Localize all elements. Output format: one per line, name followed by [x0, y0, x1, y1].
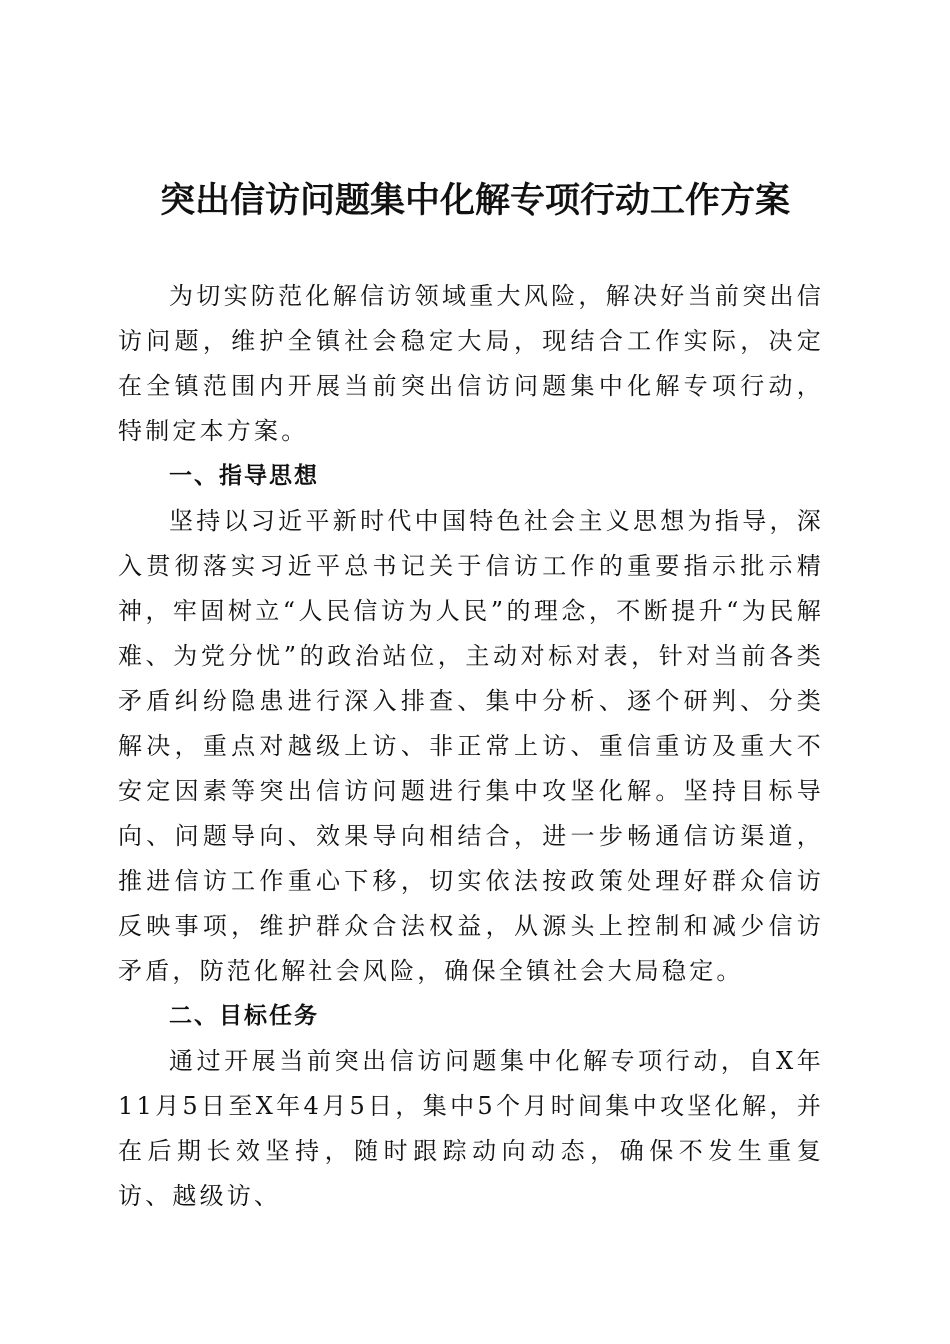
section-paragraph-objectives: 通过开展当前突出信访问题集中化解专项行动，自X年11月5日至X年4月5日，集中5个月时间集中攻坚化解，并在后期长效坚持，随时跟踪动向动态，确保不发生重复访、越级访、: [118, 1047, 824, 1210]
section-paragraph-guiding-thought: 坚持以习近平新时代中国特色社会主义思想为指导，深入贯彻落实习近平总书记关于信访工作的重要指示批示精神，牢固树立“人民信访为人民”的理念，不断提升“为民解难、为党分忧”的政治站位，主动对标对表，针对当前各类矛盾纠纷隐患进行深入排查、集中分析、逐个研判、分类解决，重点对越级上访、非正常上访、重信重访及重大不安定因素等突出信访问题进行集中攻坚化解。坚持目标导向、问题导向、效果导向相结合，进一步畅通信访渠道，推进信访工作重心下移，切实依法按政策处理好群众信访反映事项，维护群众合法权益，从源头上控制和减少信访矛盾，防范化解社会风险，确保全镇社会大局稳定。: [118, 507, 824, 985]
section-heading-objectives: 二、目标任务: [169, 1003, 319, 1029]
document-body: [118, 274, 824, 1219]
section-heading-guiding-thought: 一、指导思想: [169, 463, 319, 489]
document-title: 突出信访问题集中化解专项行动工作方案: [159, 180, 790, 221]
intro-paragraph: 为切实防范化解信访领域重大风险，解决好当前突出信访问题，维护全镇社会稳定大局，现结合工作实际，决定在全镇范围内开展当前突出信访问题集中化解专项行动，特制定本方案。: [118, 282, 824, 445]
